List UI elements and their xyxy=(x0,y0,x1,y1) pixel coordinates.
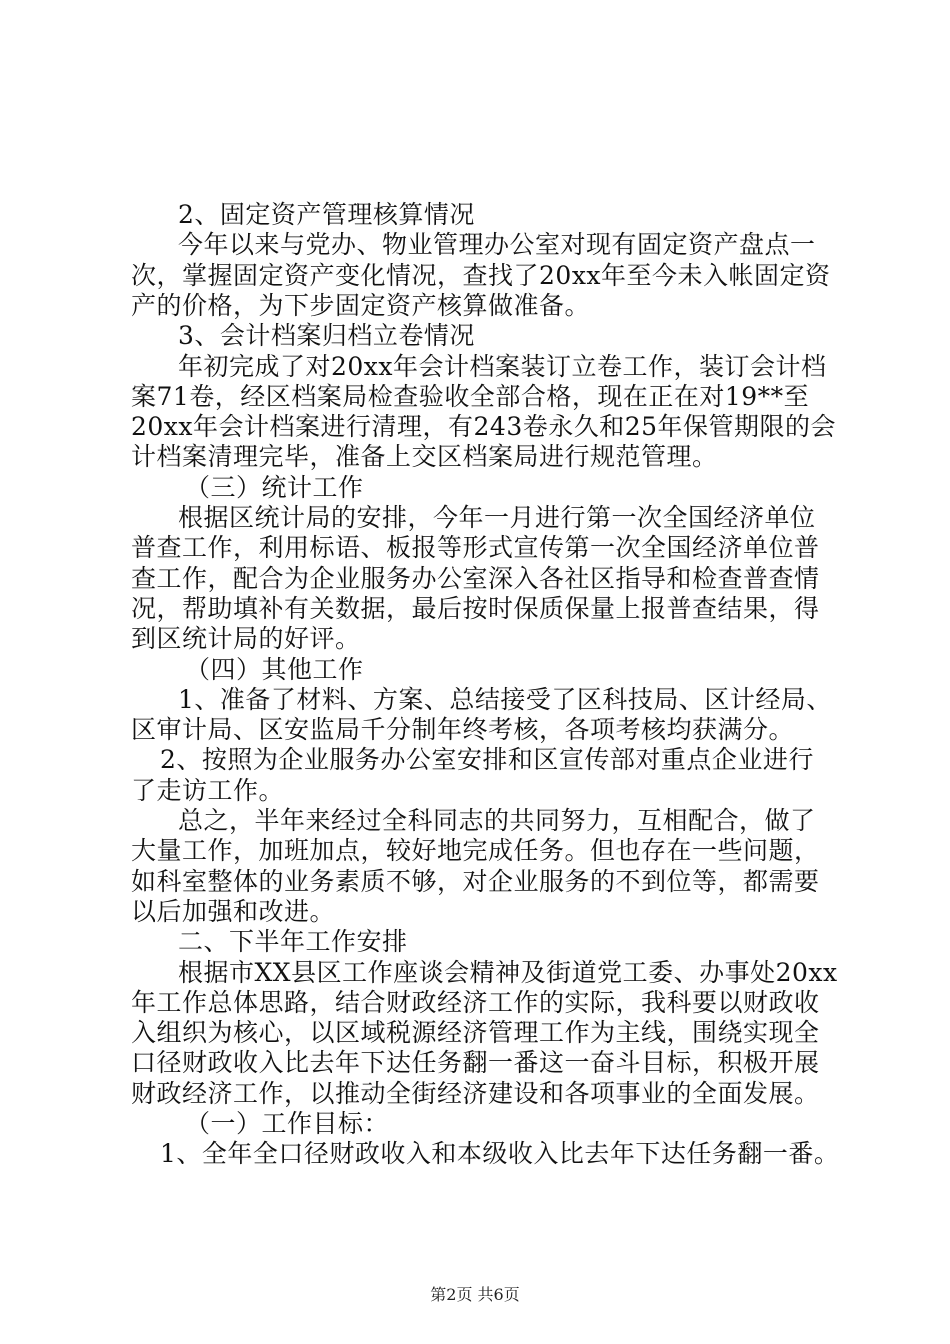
paragraph-line: 根据区统计局的安排，今年一月进行第一次全国经济单位 xyxy=(178,503,816,532)
paragraph-line: 了走访工作。 xyxy=(131,775,285,805)
paragraph-line: 次，掌握固定资产变化情况，查找了20xx年至今未入帐固定资 xyxy=(131,260,831,290)
paragraph-line: 根据市XX县区工作座谈会精神及街道党工委、办事处20xx xyxy=(178,957,838,987)
paragraph-line: 到区统计局的好评。 xyxy=(131,624,361,654)
heading-second-half-plan: 二、下半年工作安排 xyxy=(178,927,408,957)
heading-work-goals: （一）工作目标： xyxy=(185,1109,390,1138)
paragraph-line: 以后加强和改进。 xyxy=(131,896,336,926)
paragraph-line: 产的价格，为下步固定资产核算做准备。 xyxy=(131,290,591,320)
paragraph-line: 年工作总体思路，结合财政经济工作的实际，我科要以财政收 xyxy=(131,987,820,1017)
paragraph-line: 如科室整体的业务素质不够，对企业服务的不到位等，都需要 xyxy=(131,866,820,896)
paragraph-line: 普查工作，利用标语、板报等形式宣传第一次全国经济单位普 xyxy=(131,533,820,563)
paragraph-line: 区审计局、区安监局千分制年终考核，各项考核均获满分。 xyxy=(131,715,795,745)
paragraph-line: 况，帮助填补有关数据，最后按时保质保量上报普查结果，得 xyxy=(131,593,820,623)
paragraph-line: 今年以来与党办、物业管理办公室对现有固定资产盘点一 xyxy=(178,230,816,260)
paragraph-line: 大量工作，加班加点，较好地完成任务。但也存在一些问题， xyxy=(131,836,820,866)
paragraph-line: 口径财政收入比去年下达任务翻一番这一奋斗目标，积极开展 xyxy=(131,1048,820,1078)
paragraph-line: 20xx年会计档案进行清理，有243卷永久和25年保管期限的会 xyxy=(131,412,837,442)
paragraph-line: 总之，半年来经过全科同志的共同努力，互相配合，做了 xyxy=(178,806,816,835)
paragraph-line: 年初完成了对20xx年会计档案装订立卷工作，装订会计档 xyxy=(178,351,827,381)
paragraph-line: 1、全年全口径财政收入和本级收入比去年下达任务翻一番。 xyxy=(160,1139,840,1169)
page-number-footer: 第2页 共6页 xyxy=(430,1285,520,1304)
heading-accounting-archives: 3、会计档案归档立卷情况 xyxy=(178,321,475,351)
paragraph-line: 案71卷，经区档案局检查验收全部合格，现在正在对19**至 xyxy=(131,381,810,411)
paragraph-line: 计档案清理完毕，准备上交区档案局进行规范管理。 xyxy=(131,442,718,472)
paragraph-line: 1、准备了材料、方案、总结接受了区科技局、区计经局、 xyxy=(178,684,832,714)
paragraph-line: 2、按照为企业服务办公室安排和区宣传部对重点企业进行 xyxy=(160,745,814,775)
heading-fixed-assets: 2、固定资产管理核算情况 xyxy=(178,200,475,229)
paragraph-line: 入组织为核心，以区域税源经济管理工作为主线，围绕实现全 xyxy=(131,1018,820,1048)
heading-statistics: （三）统计工作 xyxy=(185,472,364,502)
paragraph-line: 查工作，配合为企业服务办公室深入各社区指导和检查普查情 xyxy=(131,563,820,593)
paragraph-line: 财政经济工作，以推动全街经济建设和各项事业的全面发展。 xyxy=(131,1078,820,1108)
heading-other-work: （四）其他工作 xyxy=(185,654,364,684)
